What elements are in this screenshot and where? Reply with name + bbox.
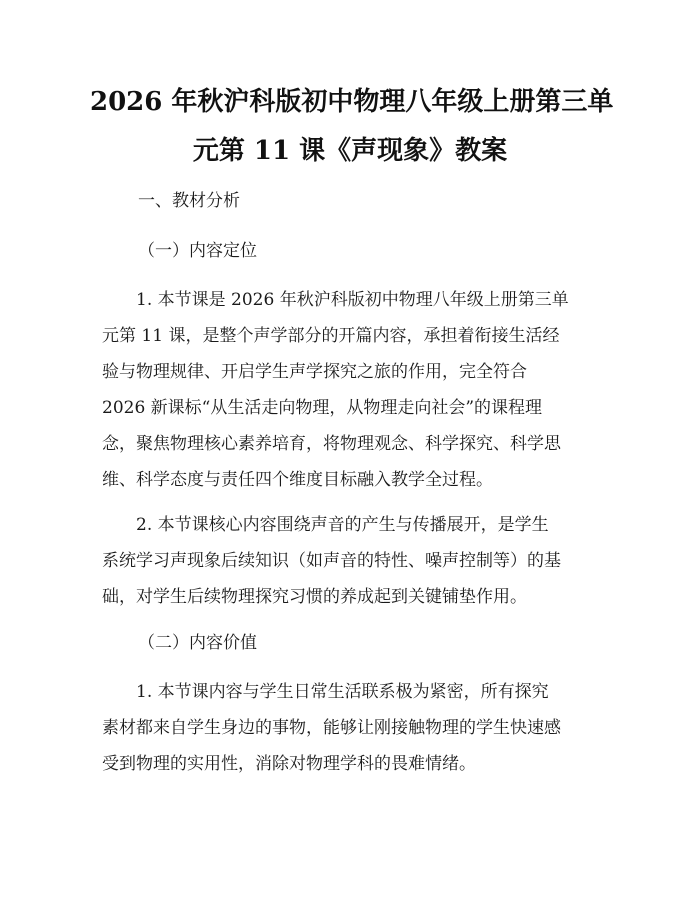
subsection-heading-content-value: （二）内容价值 [138, 633, 257, 653]
paragraph-line: 础，对学生后续物理探究习惯的养成起到关键铺垫作用。 [102, 587, 527, 607]
paragraph-line: 念，聚焦物理核心素养培育，将物理观念、科学探究、科学思 [102, 434, 561, 454]
paragraph-line: 1. 本节课是 2026 年秋沪科版初中物理八年级上册第三单 [136, 290, 569, 310]
document-title-line-1: 2026 年秋沪科版初中物理八年级上册第三单 [90, 87, 614, 117]
paragraph-line: 元第 11 课，是整个声学部分的开篇内容，承担着衔接生活经 [102, 326, 560, 346]
paragraph-line: 维、科学态度与责任四个维度目标融入教学全过程。 [102, 470, 493, 490]
subsection-heading-content-positioning: （一）内容定位 [138, 241, 257, 261]
paragraph-line: 受到物理的实用性，消除对物理学科的畏难情绪。 [102, 754, 476, 774]
paragraph-line: 验与物理规律、开启学生声学探究之旅的作用，完全符合 [102, 362, 527, 382]
document-title-line-2: 元第 11 课《声现象》教案 [192, 136, 508, 166]
paragraph-line: 系统学习声现象后续知识（如声音的特性、噪声控制等）的基 [102, 551, 561, 571]
paragraph-line: 2. 本节课核心内容围绕声音的产生与传播展开，是学生 [136, 515, 549, 535]
paragraph-line: 素材都来自学生身边的事物，能够让刚接触物理的学生快速感 [102, 718, 561, 738]
section-heading-textbook-analysis: 一、教材分析 [138, 191, 240, 211]
paragraph-line: 2026 新课标“从生活走向物理，从物理走向社会”的课程理 [102, 398, 543, 418]
paragraph-line: 1. 本节课内容与学生日常生活联系极为紧密，所有探究 [136, 682, 549, 702]
